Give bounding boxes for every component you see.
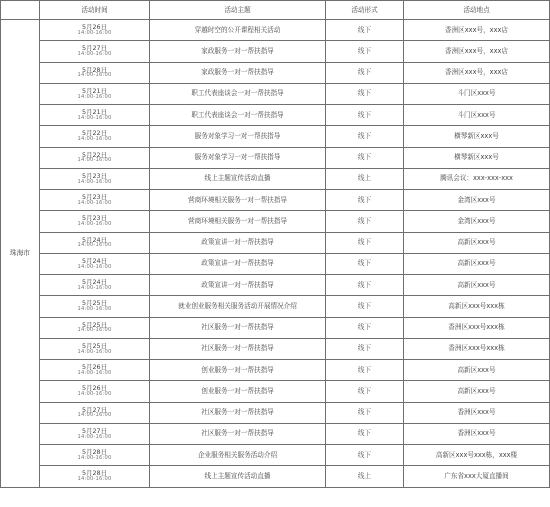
activity-form: 线下 xyxy=(326,190,404,211)
activity-form: 线下 xyxy=(326,253,404,274)
table-row xyxy=(1,211,550,232)
activity-clock: 14:00-16:00 xyxy=(77,51,112,57)
activity-theme: 营商环境相关服务一对一帮扶指导 xyxy=(150,211,326,232)
header-form: 活动形式 xyxy=(326,1,404,20)
activity-form: 线上 xyxy=(326,168,404,189)
time-cell xyxy=(40,83,150,104)
time-cell xyxy=(40,41,150,62)
table-row xyxy=(1,105,550,126)
header-theme: 活动主题 xyxy=(150,1,326,20)
table-row xyxy=(1,41,550,62)
activity-clock: 14:00-16:00 xyxy=(77,114,112,121)
table-row xyxy=(1,466,550,487)
activity-theme: 创业服务一对一帮扶指导 xyxy=(150,381,326,402)
activity-clock: 14:00-16:00 xyxy=(77,348,112,355)
time-cell xyxy=(40,211,150,232)
activity-date: 5月24日 xyxy=(82,256,107,265)
activity-theme: 社区服务一对一帮扶指导 xyxy=(150,317,326,338)
table-row xyxy=(1,126,550,147)
table-row xyxy=(1,296,550,317)
table-row xyxy=(1,83,550,104)
activity-theme: 服务对象学习一对一帮扶指导 xyxy=(150,147,326,168)
activity-theme: 家政服务一对一帮扶指导 xyxy=(150,41,326,62)
activity-date: 5月25日 xyxy=(82,299,107,308)
activity-place: 香洲区xxx号 xyxy=(404,423,550,444)
activity-form: 线下 xyxy=(326,317,404,338)
activity-form: 线上 xyxy=(326,466,404,487)
activity-form: 线下 xyxy=(326,423,404,444)
time-cell xyxy=(40,168,150,189)
activity-date: 5月21日 xyxy=(82,86,107,95)
activity-clock: 14:00-16:00 xyxy=(77,327,112,334)
activity-date: 5月23日 xyxy=(82,193,107,202)
activity-theme: 政策宣讲一对一帮扶指导 xyxy=(150,232,326,253)
activity-place: 高新区xxx号xxx栋 xyxy=(404,296,550,317)
activity-date: 5月27日 xyxy=(82,405,107,414)
activity-place: 高新区xxx号 xyxy=(404,360,550,381)
table-row xyxy=(1,317,550,338)
table-header xyxy=(1,1,550,20)
activity-theme: 社区服务一对一帮扶指导 xyxy=(150,423,326,444)
activity-form: 线下 xyxy=(326,445,404,466)
activity-clock: 14:00-16:00 xyxy=(77,433,112,440)
activity-date: 5月24日 xyxy=(82,235,107,244)
table-row xyxy=(1,402,550,423)
time-cell xyxy=(40,62,150,83)
time-cell xyxy=(40,147,150,168)
time-cell xyxy=(40,126,150,147)
activity-clock: 14:00-16:00 xyxy=(77,284,112,291)
table-row xyxy=(1,190,550,211)
time-cell xyxy=(40,20,150,41)
activity-place: 香洲区xxx号，xxx店 xyxy=(404,62,550,83)
activity-date: 5月21日 xyxy=(82,108,107,117)
activity-clock: 14:00-16:00 xyxy=(77,263,112,270)
activity-theme: 就业创业服务相关服务活动开展情况介绍 xyxy=(150,296,326,317)
table-row xyxy=(1,20,550,41)
table-row xyxy=(1,381,550,402)
activity-date: 5月22日 xyxy=(82,129,107,138)
activity-form: 线下 xyxy=(326,83,404,104)
header-row xyxy=(1,1,550,20)
activity-date: 5月26日 xyxy=(82,363,107,372)
activity-form: 线下 xyxy=(326,211,404,232)
time-cell xyxy=(40,253,150,274)
activity-theme: 营商环境相关服务一对一帮扶指导 xyxy=(150,190,326,211)
activity-date: 5月25日 xyxy=(82,341,107,350)
activity-theme: 职工代表座谈会一对一帮扶指导 xyxy=(150,105,326,126)
activity-date: 5月27日 xyxy=(82,44,107,53)
time-cell xyxy=(40,381,150,402)
activity-clock: 14:00-16:00 xyxy=(77,72,112,79)
time-cell xyxy=(40,275,150,296)
activity-place: 高新区xxx号 xyxy=(404,253,550,274)
activity-date: 5月25日 xyxy=(82,320,107,329)
activity-clock: 14:00-16:00 xyxy=(77,391,112,397)
activity-place: 高新区xxx号 xyxy=(404,275,550,296)
activity-form: 线下 xyxy=(326,105,404,126)
activity-place: 横琴新区xxx号 xyxy=(404,126,550,147)
table-row xyxy=(1,232,550,253)
table-row xyxy=(1,62,550,83)
activity-clock: 14:00-16:00 xyxy=(77,29,112,36)
activity-place: 香洲区xxx号，xxx店 xyxy=(404,41,550,62)
time-cell xyxy=(40,190,150,211)
activity-theme: 社区服务一对一帮扶指导 xyxy=(150,402,326,423)
activity-clock: 14:00-16:00 xyxy=(77,369,112,376)
activity-theme: 企业服务相关服务活动介绍 xyxy=(150,445,326,466)
activity-place: 斗门区xxx号 xyxy=(404,83,550,104)
activity-place: 斗门区xxx号 xyxy=(404,105,550,126)
table-row xyxy=(1,147,550,168)
activity-place: 腾讯会议：xxx-xxx-xxx xyxy=(404,168,550,189)
activity-form: 线下 xyxy=(326,360,404,381)
activity-date: 5月23日 xyxy=(82,214,107,223)
time-cell xyxy=(40,423,150,444)
activity-clock: 14:00-16:00 xyxy=(77,199,112,206)
activity-form: 线下 xyxy=(326,338,404,359)
activity-theme: 穿越时空的公开课程相关活动 xyxy=(150,20,326,41)
activity-date: 5月22日 xyxy=(82,150,107,159)
table-row xyxy=(1,423,550,444)
activity-clock: 14:00-16:00 xyxy=(77,242,112,249)
activity-date: 5月26日 xyxy=(82,384,107,393)
activity-clock: 14:00-16:00 xyxy=(77,93,112,100)
activity-date: 5月28日 xyxy=(82,65,107,74)
time-cell xyxy=(40,445,150,466)
activity-theme: 社区服务一对一帮扶指导 xyxy=(150,338,326,359)
table-row xyxy=(1,445,550,466)
activity-theme: 线上主题宣传活动直播 xyxy=(150,168,326,189)
activity-theme: 职工代表座谈会一对一帮扶指导 xyxy=(150,83,326,104)
header-time: 活动时间 xyxy=(40,1,150,20)
activity-place: 高新区xxx号 xyxy=(404,232,550,253)
time-cell xyxy=(40,105,150,126)
activity-clock: 14:00-16:00 xyxy=(77,476,112,482)
activity-form: 线下 xyxy=(326,41,404,62)
activity-form: 线下 xyxy=(326,402,404,423)
activity-date: 5月23日 xyxy=(82,171,107,180)
table-row xyxy=(1,275,550,296)
activity-date: 5月28日 xyxy=(82,448,107,457)
activity-clock: 14:00-16:00 xyxy=(77,454,112,461)
activity-place: 香洲区xxx号xxx栋 xyxy=(404,317,550,338)
activity-date: 5月24日 xyxy=(82,278,107,287)
activity-place: 横琴新区xxx号 xyxy=(404,147,550,168)
activity-form: 线下 xyxy=(326,296,404,317)
activity-clock: 14:00-16:00 xyxy=(77,221,112,227)
activity-date: 5月28日 xyxy=(82,469,107,478)
table-row xyxy=(1,360,550,381)
activity-place: 金湾区xxx号 xyxy=(404,211,550,232)
activity-clock: 14:00-16:00 xyxy=(77,157,112,164)
activity-clock: 14:00-16:00 xyxy=(77,306,112,312)
activity-place: 香洲区xxx号，xxx店 xyxy=(404,20,550,41)
activity-theme: 创业服务一对一帮扶指导 xyxy=(150,360,326,381)
activity-form: 线下 xyxy=(326,232,404,253)
activity-clock: 14:00-16:00 xyxy=(77,412,112,419)
time-cell xyxy=(40,466,150,487)
activity-theme: 家政服务一对一帮扶指导 xyxy=(150,62,326,83)
time-cell xyxy=(40,232,150,253)
table-row xyxy=(1,338,550,359)
activity-theme: 政策宣讲一对一帮扶指导 xyxy=(150,253,326,274)
activity-place: 广东省xxx大厦直播间 xyxy=(404,466,550,487)
activity-form: 线下 xyxy=(326,381,404,402)
table-row xyxy=(1,253,550,274)
time-cell xyxy=(40,296,150,317)
activity-place: 高新区xxx号 xyxy=(404,381,550,402)
activity-form: 线下 xyxy=(326,275,404,296)
activity-form: 线下 xyxy=(326,20,404,41)
activity-theme: 服务对象学习一对一帮扶指导 xyxy=(150,126,326,147)
time-cell xyxy=(40,338,150,359)
header-place: 活动地点 xyxy=(404,1,550,20)
header-region xyxy=(1,1,40,20)
activity-theme: 线上主题宣传活动直播 xyxy=(150,466,326,487)
region-cell: 珠海市 xyxy=(1,20,40,488)
activity-form: 线下 xyxy=(326,126,404,147)
time-cell xyxy=(40,360,150,381)
activity-clock: 14:00-16:00 xyxy=(77,178,112,185)
time-cell xyxy=(40,317,150,338)
activity-place: 金湾区xxx号 xyxy=(404,190,550,211)
activity-date: 5月26日 xyxy=(82,23,107,32)
time-cell xyxy=(40,402,150,423)
activity-place: 高新区xxx号xxx栋，xxx楼 xyxy=(404,445,550,466)
table-row xyxy=(1,168,550,189)
activity-place: 香洲区xxx号xxx栋 xyxy=(404,338,550,359)
activity-form: 线下 xyxy=(326,62,404,83)
table-body xyxy=(1,20,550,488)
activity-date: 5月27日 xyxy=(82,426,107,435)
activity-theme: 政策宣讲一对一帮扶指导 xyxy=(150,275,326,296)
activity-clock: 14:00-16:00 xyxy=(77,136,112,142)
activity-form: 线下 xyxy=(326,147,404,168)
activity-place: 香洲区xxx号 xyxy=(404,402,550,423)
